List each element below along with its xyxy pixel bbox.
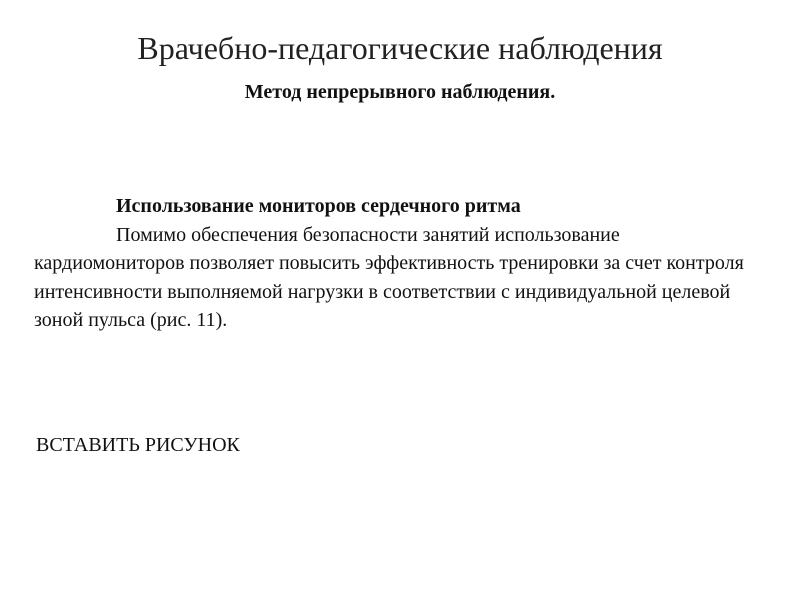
page-subtitle: Метод непрерывного наблюдения. (244, 81, 556, 103)
page-title: Врачебно-педагогические наблюдения (137, 30, 663, 66)
body-text-block (34, 192, 774, 335)
section-heading: Использование мониторов сердечного ритма (116, 195, 521, 217)
body-paragraph: Помимо обеспечения безопасности занятий использование кардиомониторов позволяет повысить эффективность тренировки за счет контроля интенсивности выполняемой нагрузки в соответствии с индивидуальной целевой зоной пульса (рис. 11). (34, 223, 744, 331)
figure-placeholder-text: ВСТАВИТЬ РИСУНОК (36, 434, 240, 456)
